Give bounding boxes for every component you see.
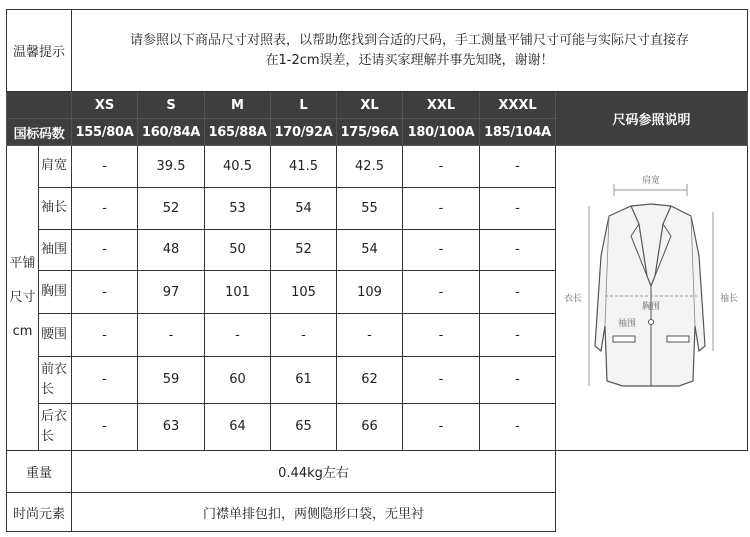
cell-value: 55 (337, 187, 403, 229)
cell-value: 41.5 (271, 146, 337, 188)
size-l: L (271, 92, 337, 119)
measure-label: 肩宽 (39, 146, 72, 188)
std-xl: 175/96A (337, 119, 403, 146)
weight-value: 0.44kg左右 (72, 451, 556, 493)
length-label: 衣长 (563, 294, 582, 304)
cell-value: - (72, 314, 138, 357)
side-label (7, 146, 39, 451)
cell-value: - (480, 314, 556, 357)
measure-label: 袖围 (39, 229, 72, 271)
header-spacer (7, 92, 72, 119)
cell-value: - (337, 314, 403, 357)
tip-label: 温馨提示 (7, 10, 72, 92)
std-xxxl: 185/104A (480, 119, 556, 146)
style-label: 时尚元素 (7, 493, 72, 532)
button-icon (648, 320, 653, 325)
pocket-left (613, 336, 635, 342)
table-row (7, 146, 748, 188)
cell-value: - (138, 314, 205, 357)
measure-label: 腰围 (39, 314, 72, 357)
size-header-row (7, 92, 748, 119)
cell-value: - (72, 187, 138, 229)
size-table (6, 9, 748, 532)
cell-value: - (403, 403, 480, 450)
size-xl: XL (337, 92, 403, 119)
std-xxl: 180/100A (403, 119, 480, 146)
std-xs: 155/80A (72, 119, 138, 146)
cell-value: 42.5 (337, 146, 403, 188)
side-label-line1: 平铺 (9, 256, 36, 271)
cell-value: - (72, 146, 138, 188)
cell-value: 40.5 (205, 146, 271, 188)
style-row (7, 493, 748, 532)
tip-text (72, 10, 748, 92)
size-xs: XS (72, 92, 138, 119)
cell-value: - (480, 356, 556, 403)
measure-label: 胸围 (39, 271, 72, 314)
size-m: M (205, 92, 271, 119)
cell-value: - (205, 314, 271, 357)
cell-value: - (403, 229, 480, 271)
cell-value: 39.5 (138, 146, 205, 188)
jacket-diagram-cell (556, 146, 748, 451)
size-s: S (138, 92, 205, 119)
reference-title: 尺码参照说明 (556, 92, 748, 146)
weight-row (7, 451, 748, 493)
cell-value: 52 (138, 187, 205, 229)
cell-value: - (72, 403, 138, 450)
cell-value: 50 (205, 229, 271, 271)
std-label: 国标码数 (7, 119, 72, 146)
measure-label: 后衣 长 (39, 403, 72, 450)
std-s: 160/84A (138, 119, 205, 146)
std-l: 170/92A (271, 119, 337, 146)
cell-value: 101 (205, 271, 271, 314)
cell-value: - (480, 403, 556, 450)
weight-label: 重量 (7, 451, 72, 493)
cell-value: - (403, 146, 480, 188)
cell-value: 63 (138, 403, 205, 450)
cell-value: 109 (337, 271, 403, 314)
std-m: 165/88A (205, 119, 271, 146)
cell-value: - (403, 314, 480, 357)
cell-value: 65 (271, 403, 337, 450)
size-xxl: XXL (403, 92, 480, 119)
cell-value: 97 (138, 271, 205, 314)
cell-value: - (403, 187, 480, 229)
cell-value: 48 (138, 229, 205, 271)
cell-value: 60 (205, 356, 271, 403)
shoulder-label: 肩宽 (641, 176, 660, 186)
measure-label: 前衣 长 (39, 356, 72, 403)
cell-value: - (271, 314, 337, 357)
cell-value: 53 (205, 187, 271, 229)
style-value: 门襟单排包扣，两侧隐形口袋，无里衬 (72, 493, 556, 532)
cell-value: 54 (337, 229, 403, 271)
cell-value: - (72, 356, 138, 403)
tip-line-2: 在1-2cm误差，还请买家理解并事先知晓，谢谢！ (265, 52, 554, 68)
cell-value: - (403, 356, 480, 403)
sleeve-girth-label: 袖围 (617, 319, 636, 329)
cell-value: - (72, 229, 138, 271)
jacket-diagram (559, 146, 745, 446)
cell-value: - (480, 229, 556, 271)
cell-value: - (480, 146, 556, 188)
size-xxxl: XXXL (480, 92, 556, 119)
cell-value: - (72, 271, 138, 314)
side-label-line3: cm (12, 324, 33, 339)
cell-value: 61 (271, 356, 337, 403)
sleeve-length-label: 袖长 (719, 294, 738, 304)
cell-value: 66 (337, 403, 403, 450)
cell-value: 54 (271, 187, 337, 229)
pocket-right (667, 336, 689, 342)
chest-label: 胸围 (641, 302, 660, 312)
cell-value: 62 (337, 356, 403, 403)
jacket-body (595, 204, 705, 386)
size-chart (6, 9, 747, 529)
cell-value: - (480, 271, 556, 314)
side-label-line2: 尺寸 (9, 290, 36, 305)
measure-label: 袖长 (39, 187, 72, 229)
cell-value: - (480, 187, 556, 229)
cell-value: 59 (138, 356, 205, 403)
tip-line-1: 请参照以下商品尺寸对照表，以帮助您找到合适的尺码，手工测量平铺尺寸可能与实际尺寸直接存 (130, 32, 690, 48)
cell-value: - (403, 271, 480, 314)
cell-value: 105 (271, 271, 337, 314)
cell-value: 52 (271, 229, 337, 271)
cell-value: 64 (205, 403, 271, 450)
